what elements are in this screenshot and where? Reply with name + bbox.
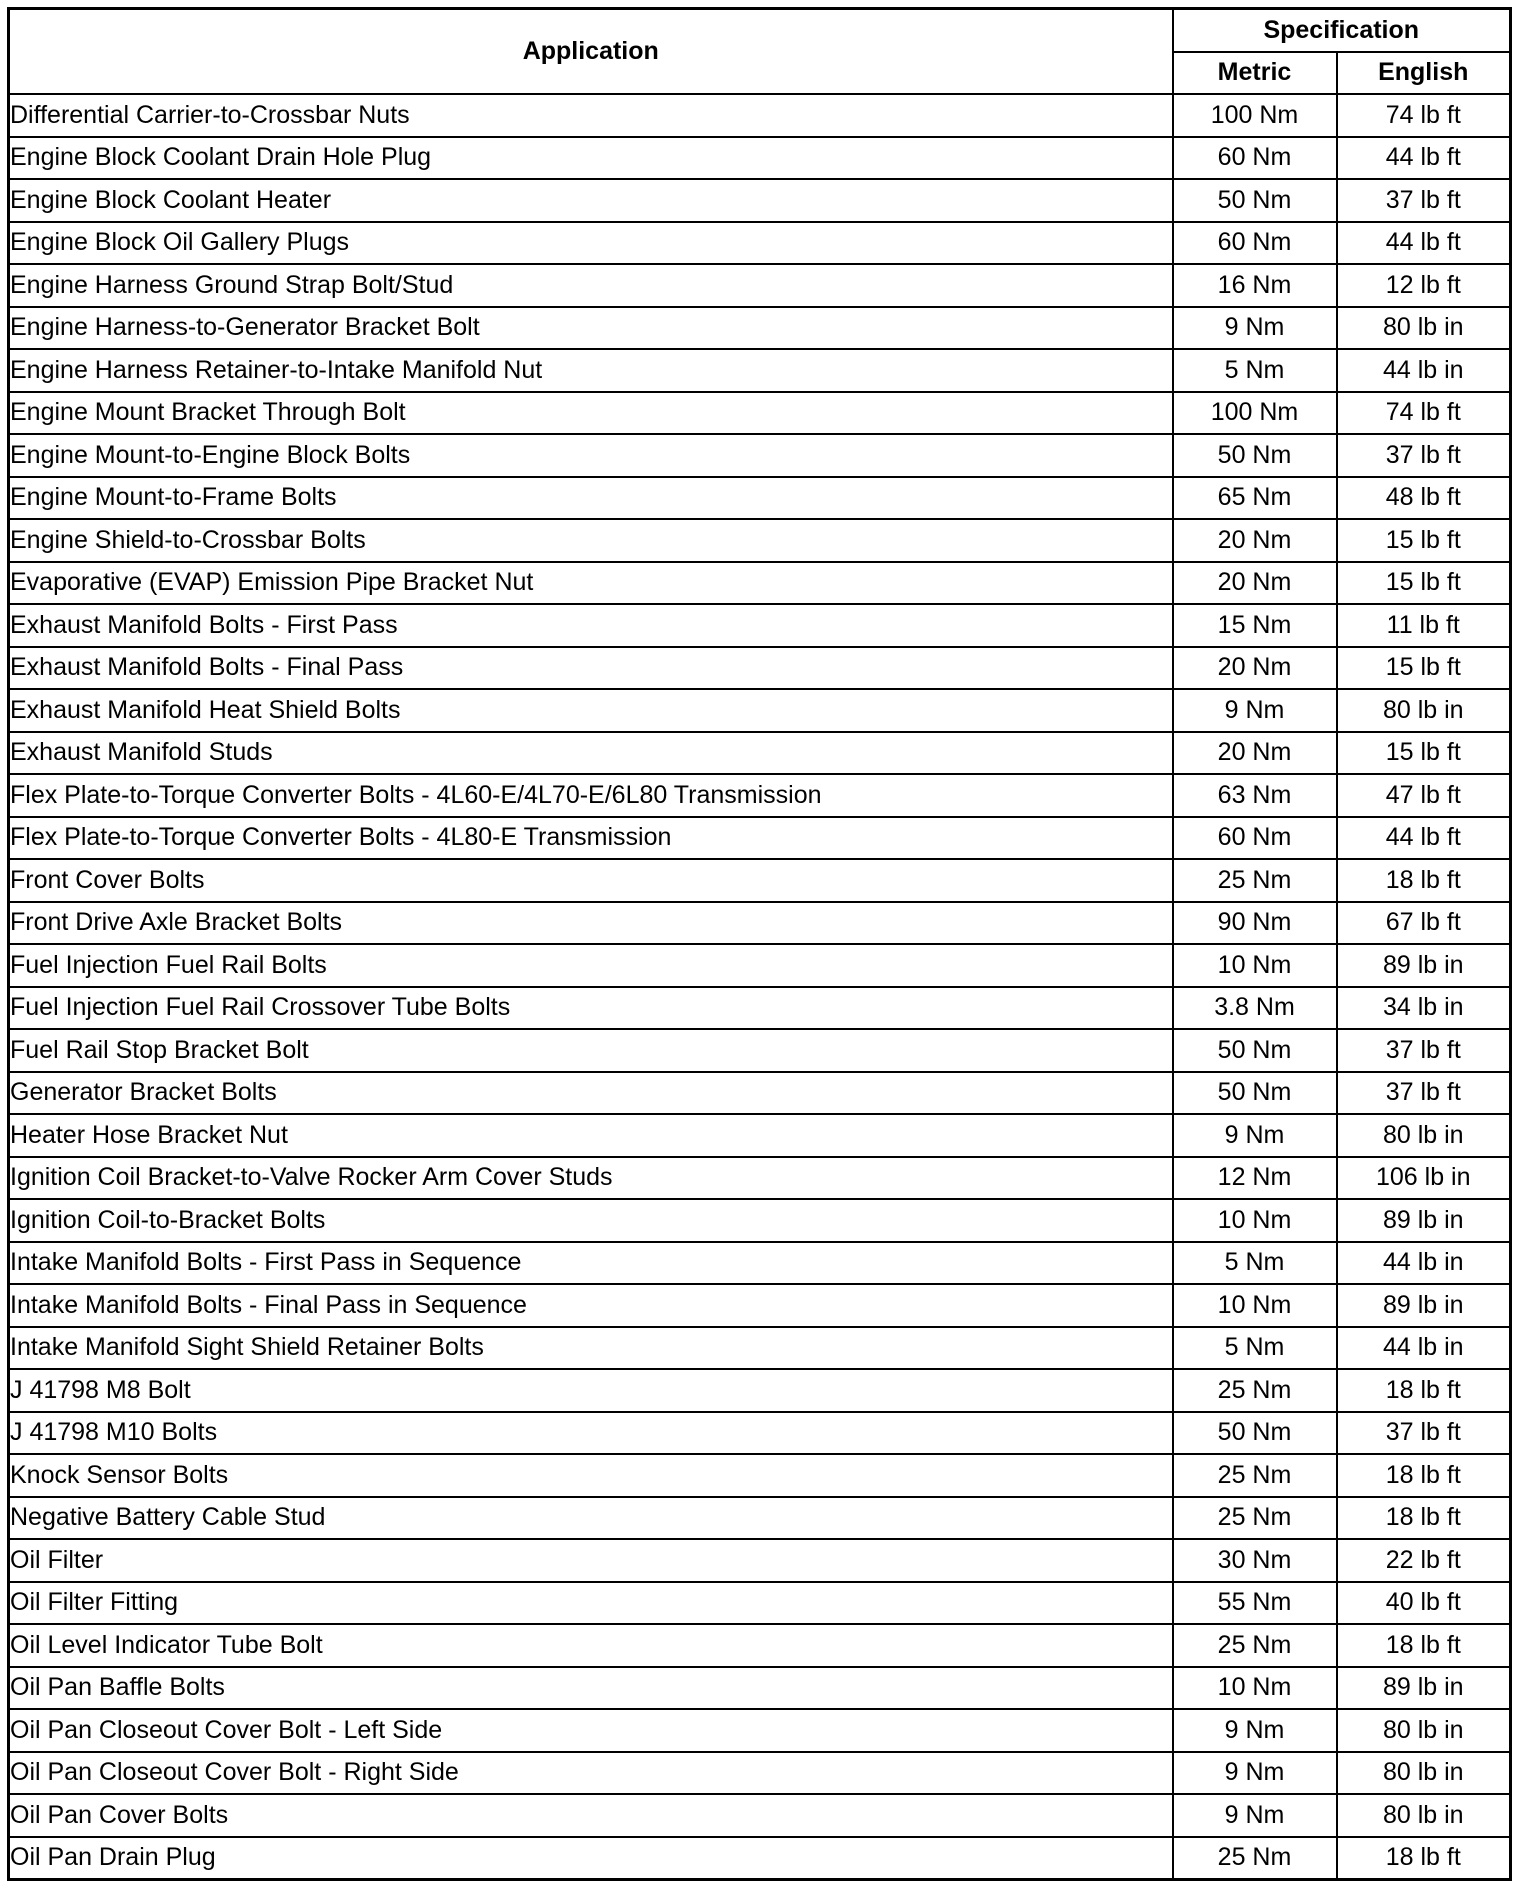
application-cell: Exhaust Manifold Heat Shield Bolts: [9, 689, 1173, 732]
metric-cell: 9 Nm: [1173, 689, 1337, 732]
metric-cell: 15 Nm: [1173, 604, 1337, 647]
metric-cell: 100 Nm: [1173, 94, 1337, 137]
application-cell: Ignition Coil-to-Bracket Bolts: [9, 1199, 1173, 1242]
metric-cell: 60 Nm: [1173, 222, 1337, 265]
application-cell: Evaporative (EVAP) Emission Pipe Bracket Nut: [9, 562, 1173, 605]
table-row: [9, 1327, 1511, 1370]
table-row: [9, 1709, 1511, 1752]
application-cell: Negative Battery Cable Stud: [9, 1497, 1173, 1540]
english-cell: 44 lb ft: [1337, 817, 1511, 860]
english-cell: 18 lb ft: [1337, 1369, 1511, 1412]
metric-cell: 5 Nm: [1173, 349, 1337, 392]
metric-cell: 50 Nm: [1173, 1412, 1337, 1455]
table-row: [9, 1114, 1511, 1157]
application-cell: J 41798 M8 Bolt: [9, 1369, 1173, 1412]
application-cell: Intake Manifold Sight Shield Retainer Bolts: [9, 1327, 1173, 1370]
english-cell: 18 lb ft: [1337, 1624, 1511, 1667]
english-cell: 37 lb ft: [1337, 179, 1511, 222]
table-row: [9, 434, 1511, 477]
metric-cell: 5 Nm: [1173, 1327, 1337, 1370]
english-cell: 74 lb ft: [1337, 392, 1511, 435]
english-cell: 40 lb ft: [1337, 1582, 1511, 1625]
metric-cell: 12 Nm: [1173, 1157, 1337, 1200]
english-cell: 18 lb ft: [1337, 1497, 1511, 1540]
metric-cell: 5 Nm: [1173, 1242, 1337, 1285]
application-cell: Oil Pan Drain Plug: [9, 1837, 1173, 1880]
english-cell: 44 lb in: [1337, 1242, 1511, 1285]
english-cell: 80 lb in: [1337, 307, 1511, 350]
english-cell: 74 lb ft: [1337, 94, 1511, 137]
metric-cell: 65 Nm: [1173, 477, 1337, 520]
application-cell: Generator Bracket Bolts: [9, 1072, 1173, 1115]
table-row: [9, 1072, 1511, 1115]
table-row: [9, 1199, 1511, 1242]
metric-cell: 25 Nm: [1173, 1454, 1337, 1497]
english-cell: 37 lb ft: [1337, 1072, 1511, 1115]
english-header: English: [1337, 52, 1511, 95]
metric-cell: 50 Nm: [1173, 434, 1337, 477]
table-row: [9, 1412, 1511, 1455]
metric-cell: 25 Nm: [1173, 859, 1337, 902]
table-row: [9, 307, 1511, 350]
english-cell: 34 lb in: [1337, 987, 1511, 1030]
table-row: [9, 604, 1511, 647]
table-row: [9, 1752, 1511, 1795]
metric-cell: 9 Nm: [1173, 1794, 1337, 1837]
english-cell: 89 lb in: [1337, 1199, 1511, 1242]
table-row: [9, 1624, 1511, 1667]
application-cell: Exhaust Manifold Bolts - Final Pass: [9, 647, 1173, 690]
application-cell: Fuel Injection Fuel Rail Bolts: [9, 944, 1173, 987]
table-row: [9, 689, 1511, 732]
metric-cell: 9 Nm: [1173, 1114, 1337, 1157]
table-row: [9, 1157, 1511, 1200]
table-row: [9, 1539, 1511, 1582]
metric-cell: 10 Nm: [1173, 1199, 1337, 1242]
application-cell: Differential Carrier-to-Crossbar Nuts: [9, 94, 1173, 137]
application-cell: Engine Mount-to-Engine Block Bolts: [9, 434, 1173, 477]
english-cell: 47 lb ft: [1337, 774, 1511, 817]
application-cell: Ignition Coil Bracket-to-Valve Rocker Arm Cover Studs: [9, 1157, 1173, 1200]
metric-cell: 25 Nm: [1173, 1624, 1337, 1667]
table-header: [9, 9, 1511, 95]
metric-cell: 25 Nm: [1173, 1837, 1337, 1880]
metric-cell: 60 Nm: [1173, 817, 1337, 860]
table-row: [9, 1582, 1511, 1625]
table-row: [9, 392, 1511, 435]
table-row: [9, 179, 1511, 222]
application-cell: Oil Pan Cover Bolts: [9, 1794, 1173, 1837]
table-row: [9, 222, 1511, 265]
english-cell: 15 lb ft: [1337, 732, 1511, 775]
application-cell: Intake Manifold Bolts - Final Pass in Sequence: [9, 1284, 1173, 1327]
english-cell: 80 lb in: [1337, 1709, 1511, 1752]
english-cell: 18 lb ft: [1337, 859, 1511, 902]
metric-cell: 60 Nm: [1173, 137, 1337, 180]
application-cell: Engine Harness-to-Generator Bracket Bolt: [9, 307, 1173, 350]
english-cell: 89 lb in: [1337, 1667, 1511, 1710]
metric-cell: 20 Nm: [1173, 732, 1337, 775]
application-header: Application: [9, 9, 1173, 95]
english-cell: 15 lb ft: [1337, 519, 1511, 562]
application-cell: Knock Sensor Bolts: [9, 1454, 1173, 1497]
table-row: [9, 944, 1511, 987]
application-cell: Exhaust Manifold Studs: [9, 732, 1173, 775]
metric-cell: 25 Nm: [1173, 1369, 1337, 1412]
table-row: [9, 519, 1511, 562]
metric-cell: 55 Nm: [1173, 1582, 1337, 1625]
application-cell: Heater Hose Bracket Nut: [9, 1114, 1173, 1157]
application-cell: Flex Plate-to-Torque Converter Bolts - 4L80-E Transmission: [9, 817, 1173, 860]
application-cell: Engine Mount-to-Frame Bolts: [9, 477, 1173, 520]
metric-cell: 90 Nm: [1173, 902, 1337, 945]
specification-header: Specification: [1173, 9, 1511, 52]
table-row: [9, 817, 1511, 860]
metric-cell: 20 Nm: [1173, 647, 1337, 690]
metric-cell: 10 Nm: [1173, 1667, 1337, 1710]
application-cell: J 41798 M10 Bolts: [9, 1412, 1173, 1455]
application-cell: Engine Shield-to-Crossbar Bolts: [9, 519, 1173, 562]
english-cell: 37 lb ft: [1337, 434, 1511, 477]
application-cell: Intake Manifold Bolts - First Pass in Sequence: [9, 1242, 1173, 1285]
metric-cell: 50 Nm: [1173, 179, 1337, 222]
table-row: [9, 137, 1511, 180]
table-row: [9, 1497, 1511, 1540]
table-row: [9, 859, 1511, 902]
metric-cell: 9 Nm: [1173, 1709, 1337, 1752]
metric-header: Metric: [1173, 52, 1337, 95]
table-row: [9, 1837, 1511, 1880]
metric-cell: 30 Nm: [1173, 1539, 1337, 1582]
english-cell: 18 lb ft: [1337, 1837, 1511, 1880]
table-row: [9, 1029, 1511, 1072]
application-cell: Engine Mount Bracket Through Bolt: [9, 392, 1173, 435]
application-cell: Oil Pan Baffle Bolts: [9, 1667, 1173, 1710]
english-cell: 37 lb ft: [1337, 1029, 1511, 1072]
table-row: [9, 732, 1511, 775]
english-cell: 80 lb in: [1337, 689, 1511, 732]
english-cell: 11 lb ft: [1337, 604, 1511, 647]
table-row: [9, 94, 1511, 137]
application-cell: Engine Block Coolant Drain Hole Plug: [9, 137, 1173, 180]
metric-cell: 10 Nm: [1173, 944, 1337, 987]
table-row: [9, 1667, 1511, 1710]
english-cell: 22 lb ft: [1337, 1539, 1511, 1582]
metric-cell: 16 Nm: [1173, 264, 1337, 307]
english-cell: 80 lb in: [1337, 1794, 1511, 1837]
metric-cell: 50 Nm: [1173, 1072, 1337, 1115]
english-cell: 15 lb ft: [1337, 647, 1511, 690]
english-cell: 48 lb ft: [1337, 477, 1511, 520]
table-row: [9, 902, 1511, 945]
header-row-top: [9, 9, 1511, 52]
metric-cell: 20 Nm: [1173, 562, 1337, 605]
application-cell: Oil Filter Fitting: [9, 1582, 1173, 1625]
metric-cell: 100 Nm: [1173, 392, 1337, 435]
table-row: [9, 477, 1511, 520]
english-cell: 89 lb in: [1337, 1284, 1511, 1327]
application-cell: Engine Harness Retainer-to-Intake Manifold Nut: [9, 349, 1173, 392]
metric-cell: 50 Nm: [1173, 1029, 1337, 1072]
application-cell: Engine Block Coolant Heater: [9, 179, 1173, 222]
table-body: [9, 94, 1511, 1880]
application-cell: Flex Plate-to-Torque Converter Bolts - 4L60-E/4L70-E/6L80 Transmission: [9, 774, 1173, 817]
english-cell: 44 lb in: [1337, 1327, 1511, 1370]
english-cell: 18 lb ft: [1337, 1454, 1511, 1497]
english-cell: 80 lb in: [1337, 1752, 1511, 1795]
metric-cell: 9 Nm: [1173, 1752, 1337, 1795]
table-row: [9, 1284, 1511, 1327]
table-row: [9, 1369, 1511, 1412]
table-row: [9, 987, 1511, 1030]
application-cell: Oil Pan Closeout Cover Bolt - Left Side: [9, 1709, 1173, 1752]
application-cell: Front Cover Bolts: [9, 859, 1173, 902]
application-cell: Engine Block Oil Gallery Plugs: [9, 222, 1173, 265]
application-cell: Engine Harness Ground Strap Bolt/Stud: [9, 264, 1173, 307]
metric-cell: 10 Nm: [1173, 1284, 1337, 1327]
table-row: [9, 264, 1511, 307]
table-row: [9, 1794, 1511, 1837]
torque-specification-table: [7, 7, 1512, 1881]
english-cell: 106 lb in: [1337, 1157, 1511, 1200]
application-cell: Oil Filter: [9, 1539, 1173, 1582]
application-cell: Fuel Rail Stop Bracket Bolt: [9, 1029, 1173, 1072]
application-cell: Oil Level Indicator Tube Bolt: [9, 1624, 1173, 1667]
table-row: [9, 1242, 1511, 1285]
application-cell: Fuel Injection Fuel Rail Crossover Tube Bolts: [9, 987, 1173, 1030]
english-cell: 80 lb in: [1337, 1114, 1511, 1157]
english-cell: 67 lb ft: [1337, 902, 1511, 945]
application-cell: Oil Pan Closeout Cover Bolt - Right Side: [9, 1752, 1173, 1795]
table-row: [9, 349, 1511, 392]
application-cell: Exhaust Manifold Bolts - First Pass: [9, 604, 1173, 647]
english-cell: 89 lb in: [1337, 944, 1511, 987]
application-cell: Front Drive Axle Bracket Bolts: [9, 902, 1173, 945]
table-row: [9, 1454, 1511, 1497]
english-cell: 15 lb ft: [1337, 562, 1511, 605]
metric-cell: 25 Nm: [1173, 1497, 1337, 1540]
english-cell: 44 lb in: [1337, 349, 1511, 392]
metric-cell: 3.8 Nm: [1173, 987, 1337, 1030]
english-cell: 37 lb ft: [1337, 1412, 1511, 1455]
english-cell: 44 lb ft: [1337, 137, 1511, 180]
metric-cell: 20 Nm: [1173, 519, 1337, 562]
table-row: [9, 774, 1511, 817]
table-row: [9, 647, 1511, 690]
english-cell: 12 lb ft: [1337, 264, 1511, 307]
table-row: [9, 562, 1511, 605]
metric-cell: 63 Nm: [1173, 774, 1337, 817]
metric-cell: 9 Nm: [1173, 307, 1337, 350]
english-cell: 44 lb ft: [1337, 222, 1511, 265]
